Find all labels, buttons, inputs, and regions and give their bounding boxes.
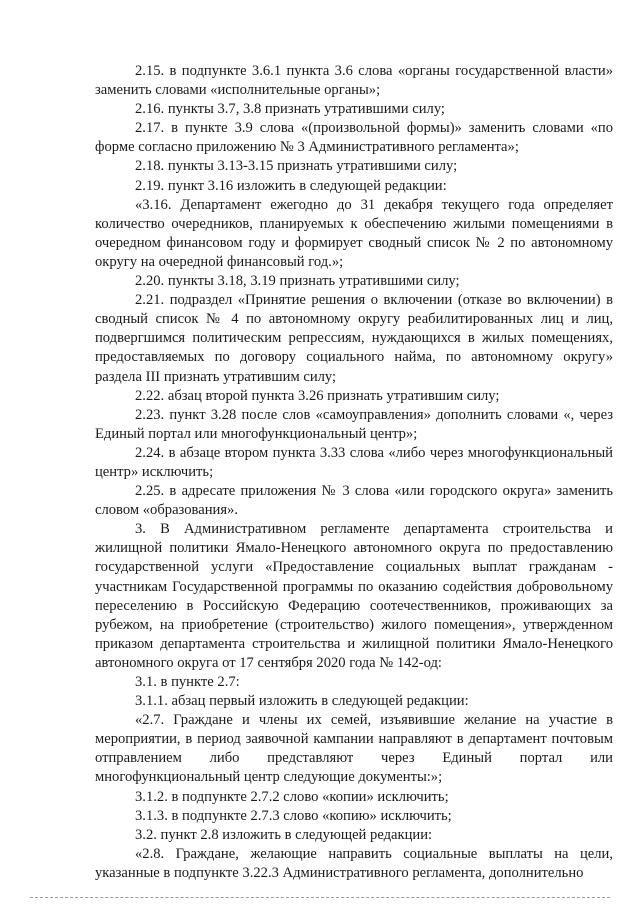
paragraph-2-19: 2.19. пункт 3.16 изложить в следующей редакции: [135,177,447,194]
paragraph-2-21: 2.21. подраздел «Принятие решения о включении (отказе во включении) в сводный список № 4 по автономному округу реабилитированных лиц и лиц, подвергшимся политическим репрессиям, нуждающихся в жилых помещениях, предоставляемых по договору социального найма, по автономному округу» раздела III признать утратившим силу; [95,292,613,385]
paragraph-3-1-1: 3.1.1. абзац первый изложить в следующей редакции: [135,693,469,710]
paragraph-2-23: 2.23. пункт 3.28 после слов «самоуправления» дополнить словами «, через Единый портал или многофункциональный центр»; [95,406,613,442]
paragraph-2-16: 2.16. пункты 3.7, 3.8 признать утратившими силу; [135,101,445,118]
paragraph-3-16-quote: «3.16. Департамент ежегодно до 31 декабря текущего года определяет количество очередников, планируемых к обеспечению жилыми помещениями в очередном финансовом году и формирует сводный список № 2 по автономному округу на очередной финансовый год.»; [95,196,613,270]
paragraph-2-18: 2.18. пункты 3.13-3.15 признать утратившими силу; [135,158,458,175]
paragraph-3: 3. В Административном регламенте департамента строительства и жилищной политики Ямало-Ненецкого автономного округа по предоставлению государственной услуги «Предоставление социальных выплат гражданам - участникам Государственной программы по оказанию содействия добровольному переселению в Российскую Федерацию соотечественников, проживающих за рубежом, на приобретение (строительство) жилого помещения», утвержденном приказом департамента строительства и жилищной политики Ямало-Ненецкого автономного округа от 17 сентября 2020 года № 142-од: [95,521,613,671]
paragraph-2-20: 2.20. пункты 3.18, 3.19 признать утратившими силу; [135,273,460,290]
document-body [95,62,613,883]
paragraph-2-7-quote: «2.7. Граждане и члены их семей, изъявившие желание на участие в мероприятии, в период заявочной кампании направляют в департамент почтовым отправлением либо представляют через Единый портал или многофункциональный центр следующие документы:»; [95,712,613,786]
paragraph-3-2: 3.2. пункт 2.8 изложить в следующей редакции: [135,826,433,843]
paragraph-3-1-2: 3.1.2. в подпункте 2.7.2 слово «копии» исключить; [135,788,449,805]
paragraph-2-22: 2.22. абзац второй пункта 3.26 признать утратившим силу; [135,387,500,404]
paragraph-2-25: 2.25. в адресате приложения № 3 слова «или городского округа» заменить словом «образования». [95,483,613,519]
paragraph-2-24: 2.24. в абзаце втором пункта 3.33 слова «либо через многофункциональный центр» исключить; [95,444,613,480]
page-bottom-divider [30,897,610,898]
paragraph-3-1: 3.1. в пункте 2.7: [135,674,240,690]
paragraph-2-15: 2.15. в подпункте 3.6.1 пункта 3.6 слова «органы государственной власти» заменить словами «исполнительные органы»; [95,63,613,99]
paragraph-3-1-3: 3.1.3. в подпункте 2.7.3 слово «копию» исключить; [135,807,452,824]
paragraph-2-8-quote: «2.8. Граждане, желающие направить социальные выплаты на цели, указанные в подпункте 3.22.3 Административного регламента, дополнительно [95,845,613,881]
paragraph-2-17: 2.17. в пункте 3.9 слова «(произвольной формы)» заменить словами «по форме согласно приложению № 3 Административного регламента»; [95,120,613,156]
